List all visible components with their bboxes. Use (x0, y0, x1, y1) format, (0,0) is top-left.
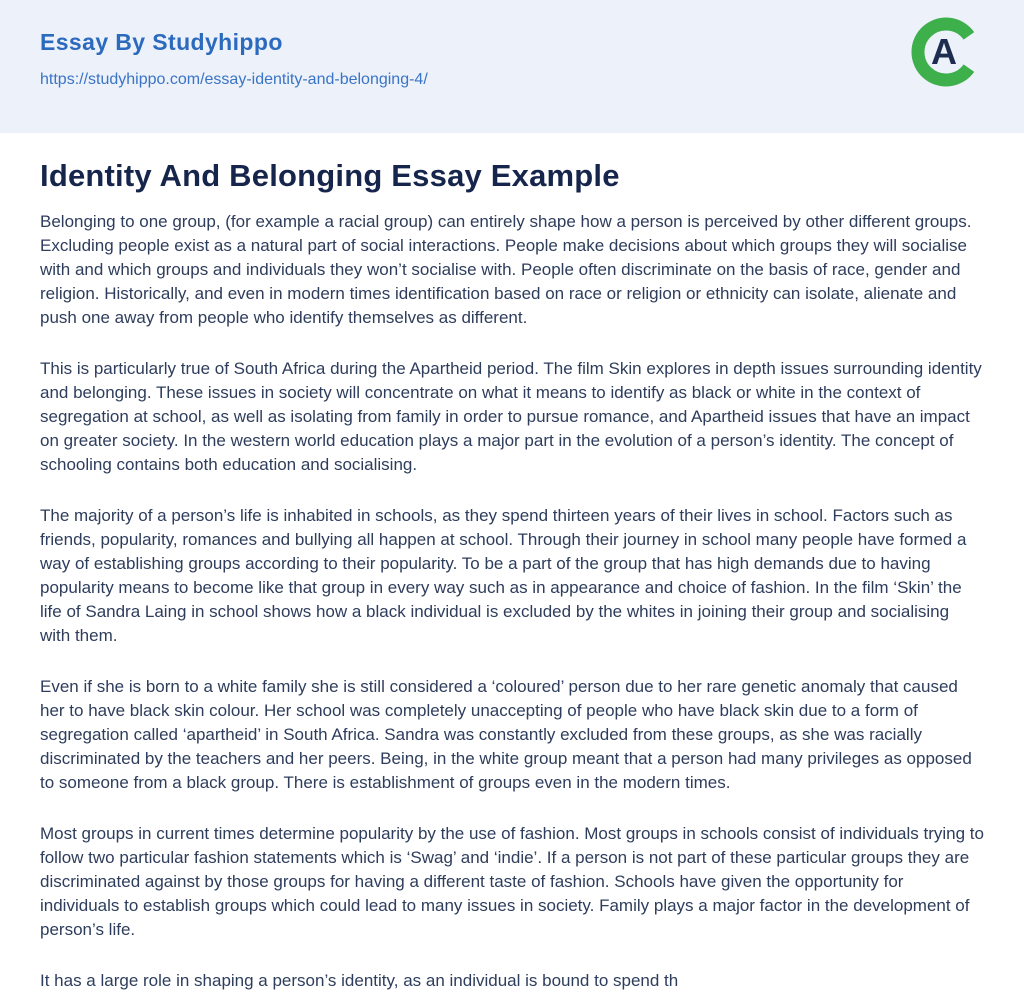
essay-paragraph: Even if she is born to a white family she is still considered a ‘coloured’ person due to her rare genetic anomaly that caused her to have black skin colour. Her school was completely unaccepting of people who have black skin due to a form of segregation called ‘apartheid’ in South Africa. Sandra was constantly excluded from these groups, as she was racially discriminated by the teachers and her peers. Being, in the white group meant that a person had many privileges as opposed to someone from a black group. There is establishment of groups even in the modern times. (40, 677, 972, 793)
site-header (0, 0, 1024, 133)
article-content (0, 157, 1024, 993)
essay-body (40, 210, 984, 993)
site-title: Essay By Studyhippo (40, 29, 283, 55)
essay-paragraph: Most groups in current times determine popularity by the use of fashion. Most groups in schools consist of individuals trying to follow two particular fashion statements which is ‘Swag’ and ‘indie’. If a person is not part of these particular groups they are discriminated against by those groups for having a different taste of fashion. Schools have given the opportunity for individuals to establish groups which could lead to many issues in society. Family plays a major factor in the development of person’s life. (40, 824, 984, 940)
essay-paragraph: The majority of a person’s life is inhabited in schools, as they spend thirteen years of their lives in school. Factors such as friends, popularity, romances and bullying all happen at school. Through their journey in school many people have formed a way of establishing groups according to their popularity. To be a part of the group that has high demands due to having popularity means to become like that group in every way such as in appearance and choice of fashion. In the film ‘Skin’ the life of Sandra Laing in school shows how a black individual is excluded by the whites in joining their group and socialising with them. (40, 506, 967, 646)
source-url-link[interactable]: https://studyhippo.com/essay-identity-and-belonging-4/ (40, 71, 428, 89)
essay-paragraph: This is particularly true of South Africa during the Apartheid period. The film Skin explores in depth issues surrounding identity and belonging. These issues in society will concentrate on what it means to identify as black or white in the context of segregation at school, as well as isolating from family in order to pursue romance, and Apartheid issues that have an impact on greater society. In the western world education plays a major part in the evolution of a person’s identity. The concept of schooling contains both education and socialising. (40, 359, 982, 475)
essay-paragraph: It has a large role in shaping a person’s identity, as an individual is bound to spend th (40, 971, 679, 991)
site-logo[interactable] (908, 14, 984, 90)
studyhippo-logo-icon (908, 14, 984, 90)
logo-letter: A (931, 31, 957, 72)
essay-paragraph: Belonging to one group, (for example a racial group) can entirely shape how a person is perceived by other different groups. Excluding people exist as a natural part of social interactions. People make decisions about which groups they will socialise with and which groups and individuals they won’t socialise with. People often discriminate on the basis of race, gender and religion. Historically, and even in modern times identification based on race or religion or ethnicity can isolate, alienate and push one away from people who identify themselves as different. (40, 212, 972, 328)
page-title: Identity And Belonging Essay Example (40, 158, 620, 193)
